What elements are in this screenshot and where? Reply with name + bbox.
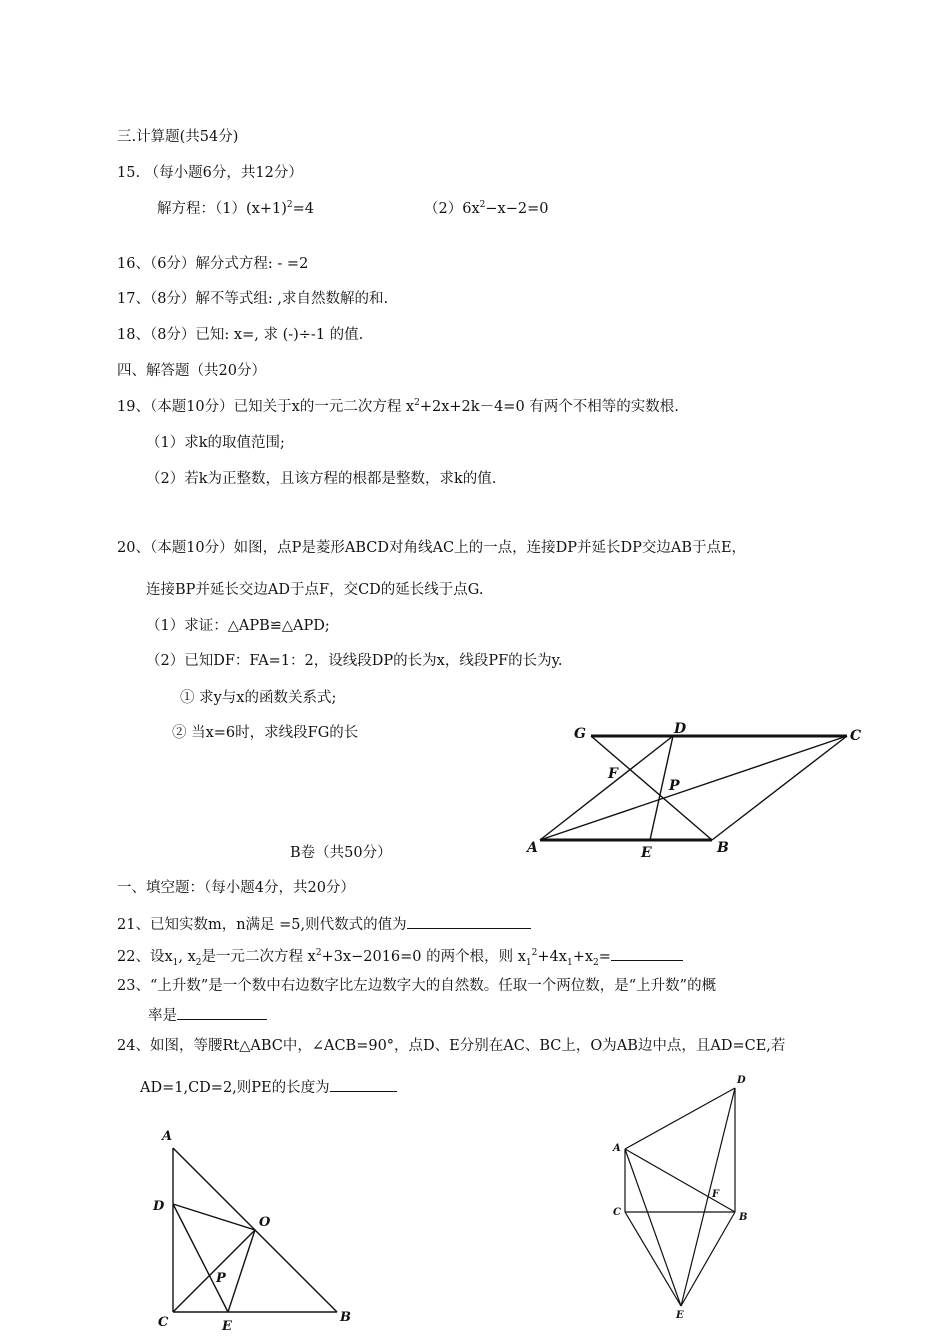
- label-C: C: [158, 1315, 169, 1330]
- label-A: A: [527, 840, 538, 856]
- label-B: B: [717, 840, 729, 856]
- q22-part: 是一元二次方程 x: [201, 949, 316, 965]
- part-b-heading: B卷（共50分）: [290, 845, 392, 861]
- q15-eq2-label: （2）6x: [424, 201, 480, 217]
- label-P: P: [216, 1271, 226, 1286]
- label-D: D: [674, 721, 687, 737]
- q22-part: +4x: [537, 949, 567, 965]
- q15-eq2-rest: −x−2=0: [485, 201, 549, 217]
- q23-stem-end: 率是: [148, 1008, 177, 1024]
- q22-part: =: [598, 949, 611, 965]
- q20-part-2: （2）已知DF：FA=1：2，设线段DP的长为x，线段PF的长为y.: [146, 653, 563, 669]
- q22-sub: 1: [525, 957, 532, 968]
- label-F: F: [712, 1189, 720, 1200]
- section-4-heading: 四、解答题（共20分）: [117, 363, 266, 379]
- q22-sub: 2: [593, 957, 599, 968]
- q19-part-2: （2）若k为正整数，且该方程的根都是整数，求k的值.: [146, 471, 497, 487]
- q15-solve-label: 解方程：（1）: [157, 201, 246, 217]
- q19-part-1: （1）求k的取值范围;: [146, 435, 285, 451]
- q16-text: 16、（6分）解分式方程: - =2: [117, 256, 309, 272]
- q22-part: , x: [178, 949, 196, 965]
- q22-part: +3x−2016=0 的两个根，则 x: [321, 949, 526, 965]
- label-B: B: [340, 1310, 351, 1325]
- label-B: B: [739, 1212, 748, 1223]
- q20-part-2b: ② 当x=6时，求线段FG的长: [172, 725, 359, 741]
- q19-stem-exp: 2: [414, 398, 420, 409]
- q22-sub: 1: [566, 957, 573, 968]
- segment-AE: [625, 1149, 681, 1306]
- label-E: E: [676, 1310, 684, 1321]
- segment-AB: [625, 1149, 735, 1212]
- label-E: E: [222, 1319, 232, 1334]
- q15-eq1-base: (x+1): [245, 201, 287, 217]
- segment-BE: [681, 1212, 735, 1306]
- q19-stem-post: +2x+2k－4=0 有两个不相等的实数根.: [419, 399, 679, 415]
- fill-in-heading: 一、填空题：（每小题4分，共20分）: [117, 880, 355, 896]
- q22-part: +x: [572, 949, 594, 965]
- q22-part: 22、设x: [117, 949, 173, 965]
- q22-sup: 2: [315, 948, 322, 959]
- q20-part-2a: ① 求y与x的函数关系式;: [180, 690, 337, 706]
- label-O: O: [259, 1215, 271, 1230]
- q18-text: 18、（8分）已知: x=, 求 (-)÷-1 的值.: [117, 327, 364, 343]
- q22-sub: 1: [172, 957, 179, 968]
- section-3-heading: 三.计算题(共54分): [117, 129, 239, 145]
- q20-stem-line-1: 20、（本题10分）如图，点P是菱形ABCD对角线AC上的一点，连接DP并延长DP交边AB于点E，: [117, 540, 747, 556]
- q20-part-1: （1）求证：△APB≌△APD;: [146, 618, 330, 634]
- q22-sub: 2: [195, 957, 202, 968]
- label-A: A: [613, 1143, 621, 1154]
- q24-stem-end: AD=1,CD=2,则PE的长度为: [140, 1080, 330, 1096]
- label-C: C: [613, 1207, 621, 1218]
- q15-eq1-rest: =4: [292, 201, 314, 217]
- label-E: E: [641, 845, 652, 861]
- q15-eq2-exp: 2: [479, 200, 486, 211]
- label-D: D: [153, 1199, 165, 1214]
- label-A: A: [162, 1129, 173, 1144]
- q19-stem-pre: 19、（本题10分）已知关于x的一元二次方程 x: [117, 399, 415, 415]
- q17-text: 17、（8分）解不等式组: ,求自然数解的和.: [117, 291, 389, 307]
- q24-line-1: 24、如图，等腰Rt△ABC中，∠ACB=90°，点D、E分别在AC、BC上，O为AB边中点，且AD=CE,若: [117, 1038, 786, 1054]
- label-C: C: [850, 728, 862, 744]
- label-F: F: [608, 766, 618, 782]
- label-P: P: [669, 778, 680, 794]
- q15-eq1-exp: 2: [286, 200, 293, 211]
- q23-line-1: 23、“上升数”是一个数中右边数字比左边数字大的自然数。任取一个两位数，是“上升数”的概: [117, 978, 717, 994]
- segment-AD: [625, 1088, 735, 1149]
- segment-DE: [681, 1088, 735, 1306]
- label-D: D: [737, 1075, 746, 1086]
- label-G: G: [574, 726, 586, 742]
- q15-heading: 15. （每小题6分，共12分）: [117, 165, 303, 181]
- q21-stem: 21、已知实数m，n满足 =5,则代数式的值为: [117, 917, 407, 933]
- q22-sup: 2: [531, 948, 538, 959]
- q20-stem-line-2: 连接BP并延长交边AD于点F，交CD的延长线于点G.: [146, 582, 484, 598]
